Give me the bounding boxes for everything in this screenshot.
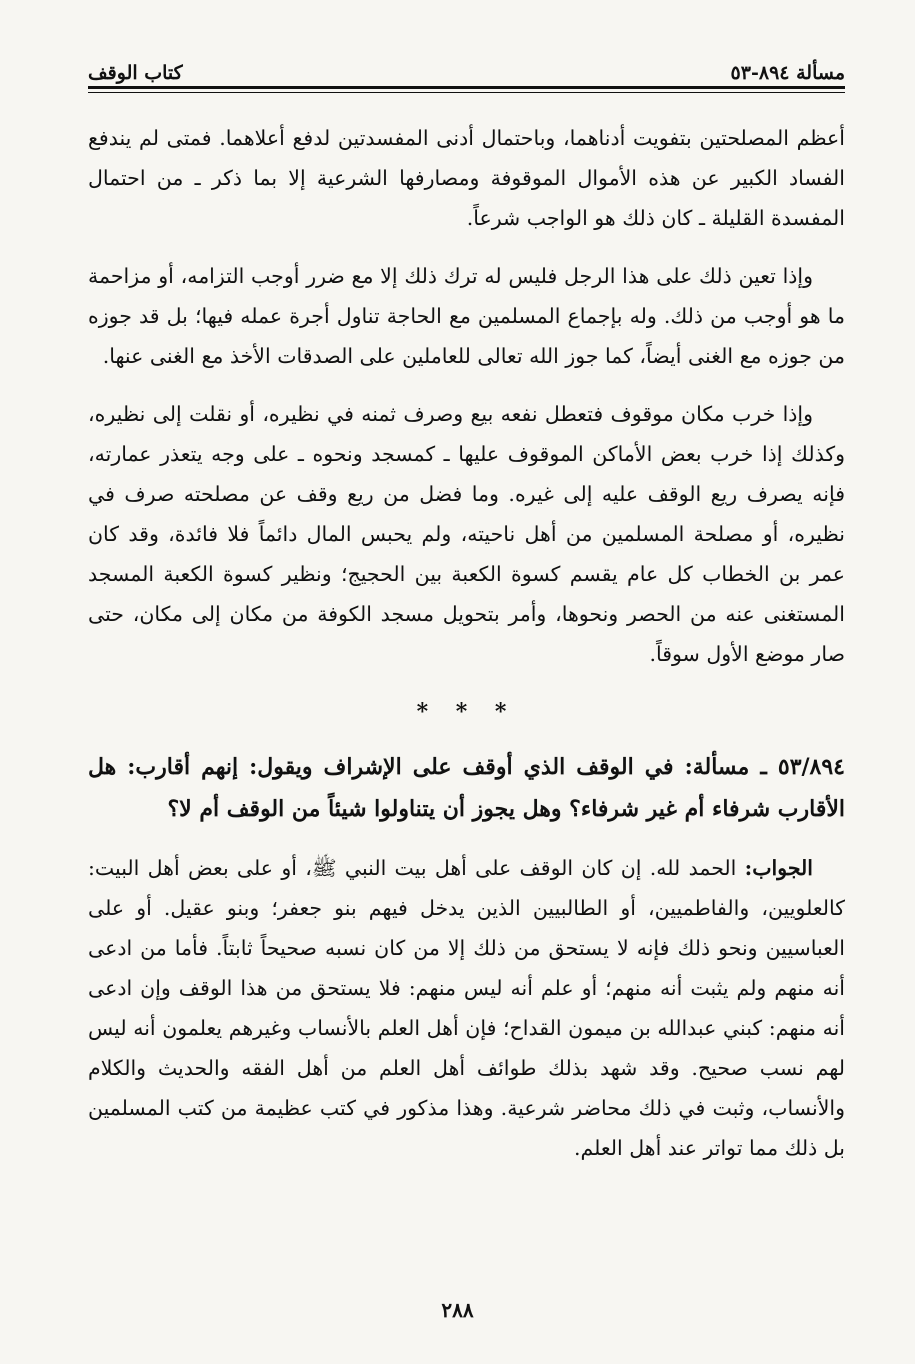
answer-lead: الجواب:	[744, 856, 813, 880]
section-separator: * * *	[416, 699, 517, 725]
answer-paragraph	[88, 848, 845, 1168]
page-body	[88, 118, 845, 1186]
answer-text: الحمد لله. إن كان الوقف على أهل بيت النبي ﷺ، أو على بعض أهل البيت: كالعلويين، والفاطميين، أو الطالبيين الذين يدخل فيهم بنو جعفر؛ وبنو عقيل. أو على العباسيين ونحو ذلك فإنه لا يستحق من ذلك إلا من كان نسبه صحيحاً ثابتاً. فأما من ادعى أنه منهم ولم يثبت أنه منهم؛ أو علم أنه ليس منهم: فلا يستحق من هذا الوقف وإن ادعى أنه منهم: كبني عبدالله بن ميمون القداح؛ فإن أهل العلم بالأنساب وغيرهم يعلمون أنه ليس لهم نسب صحيح. وقد شهد بذلك طوائف أهل العلم من أهل الفقه والحديث والكلام والأنساب، وثبت في ذلك محاضر شرعية. وهذا مذكور في كتب عظيمة من كتب المسلمين بل ذلك مما تواتر عند أهل العلم.	[88, 856, 845, 1160]
header-rule-thick	[88, 86, 845, 89]
header-issue-number: مسألة ٨٩٤-٥٣	[730, 62, 845, 84]
paragraph-1: أعظم المصلحتين بتفويت أدناهما، وباحتمال أدنى المفسدتين لدفع أعلاهما. فمتى لم يندفع الفساد الكبير عن هذه الأموال الموقوفة ومصارفها الشرعية إلا بما ذكر ـ من احتمال المفسدة القليلة ـ كان ذلك هو الواجب شرعاً.	[88, 126, 845, 230]
page-number: ٢٨٨	[441, 1298, 474, 1322]
header-rule-thin	[88, 92, 845, 93]
question-heading: ٥٣/٨٩٤ ـ مسألة: في الوقف الذي أوقف على الإشراف ويقول: إنهم أقارب: هل الأقارب شرفاء أم غير شرفاء؟ وهل يجوز أن يتناولوا شيئاً من الوقف أم لا؟	[88, 754, 845, 822]
paragraph-3: وإذا خرب مكان موقوف فتعطل نفعه بيع وصرف ثمنه في نظيره، أو نقلت إلى نظيره، وكذلك إذا خرب بعض الأماكن الموقوف عليها ـ كمسجد ونحوه ـ على وجه يتعذر عمارته، فإنه يصرف ريع الوقف عليه إلى غيره. وما فضل من ريع وقف عن مصلحته صرف في نظيره، أو مصلحة المسلمين من أهل ناحيته، ولم يحبس المال دائماً فلا فائدة، وقد كان عمر بن الخطاب كل عام يقسم كسوة الكعبة بين الحجيج؛ ونظير كسوة الكعبة المسجد المستغنى عنه من الحصر ونحوها، وأمر بتحويل مسجد الكوفة من مكان إلى مكان، حتى صار موضع الأول سوقاً.	[88, 402, 845, 666]
header-book-title: كتاب الوقف	[88, 62, 183, 84]
paragraph-2: وإذا تعين ذلك على هذا الرجل فليس له ترك ذلك إلا مع ضرر أوجب التزامه، أو مزاحمة ما هو أوجب من ذلك. وله بإجماع المسلمين مع الحاجة تناول أجرة عمله فيها؛ بل قد جوزه من جوزه مع الغنى أيضاً، كما جوز الله تعالى للعاملين على الصدقات الأخذ مع الغنى عنها.	[88, 264, 845, 368]
running-header	[88, 50, 845, 84]
